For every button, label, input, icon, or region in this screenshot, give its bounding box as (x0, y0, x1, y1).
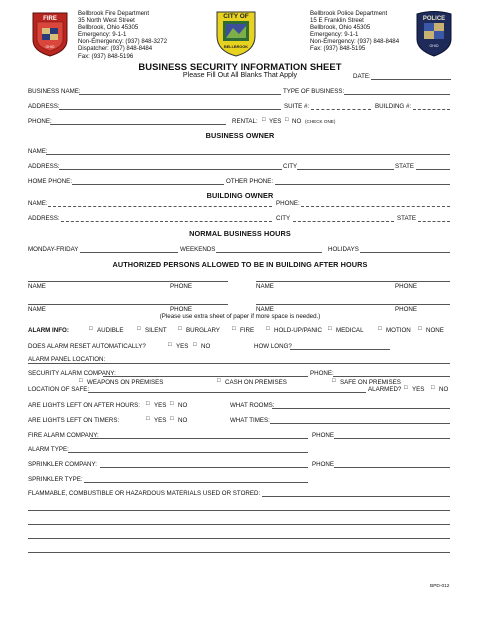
fire-alarm-phone-field[interactable] (334, 438, 450, 439)
alarm-reset-no-checkbox[interactable]: □ (193, 342, 197, 348)
business-owner-heading: BUSINESS OWNER (205, 131, 275, 140)
what-rooms-label: WHAT ROOMS: (230, 402, 275, 409)
fire-line: Fax: (937) 848-5196 (78, 52, 134, 60)
alarm-none-label: NONE (426, 327, 444, 334)
flammable-continuation-line[interactable] (28, 524, 450, 525)
police-badge-sub: OHIO (429, 44, 439, 48)
alarm-motion-label: MOTION (386, 327, 411, 334)
security-phone-field[interactable] (333, 376, 450, 377)
security-company-label: SECURITY ALARM COMPANY: (28, 370, 116, 377)
owner-city-field[interactable] (297, 169, 394, 170)
owner-other-phone-field[interactable] (275, 184, 450, 185)
address-label: ADDRESS: (28, 103, 60, 110)
how-long-field[interactable] (290, 349, 390, 350)
fire-line: Non-Emergency: (937) 848-3272 (78, 38, 168, 46)
city-seal-top: CITY OF (223, 13, 249, 20)
police-line: Emergency: 9-1-1 (310, 31, 359, 39)
police-badge-text: POLICE (422, 16, 446, 22)
form-subtitle: Please Fill Out All Blanks That Apply (182, 71, 298, 79)
normal-hours-heading: NORMAL BUSINESS HOURS (189, 229, 291, 238)
alarm-fire-checkbox[interactable]: □ (232, 326, 236, 332)
rental-no-checkbox[interactable]: □ (285, 117, 289, 123)
bldg-owner-name-field[interactable] (48, 206, 272, 207)
alarm-info-label: ALARM INFO: (28, 327, 69, 334)
weekends-label: WEEKENDS (180, 246, 216, 253)
alarm-reset-question: DOES ALARM RESET AUTOMATICALLY? (28, 343, 146, 350)
bldg-owner-phone-field[interactable] (301, 206, 450, 207)
bldg-owner-city-field[interactable] (293, 221, 394, 222)
form-code: BPD-012 (430, 584, 450, 589)
sprinkler-phone-field[interactable] (334, 467, 450, 468)
fire-alarm-company-field[interactable] (90, 438, 308, 439)
phone-label: PHONE: (28, 118, 52, 125)
alarm-type-field[interactable] (68, 452, 308, 453)
auth-name-label-3: NAME (28, 306, 46, 313)
authorized-persons-heading: AUTHORIZED PERSONS ALLOWED TO BE IN BUILDING AFTER HOURS (112, 260, 368, 269)
auth-name-label-4: NAME (256, 306, 274, 313)
owner-home-phone-label: HOME PHONE: (28, 178, 73, 185)
type-of-business-label: TYPE OF BUSINESS: (283, 88, 345, 95)
address-field[interactable] (59, 109, 281, 110)
type-of-business-field[interactable] (344, 94, 450, 95)
alarm-reset-no-label: NO (201, 343, 211, 350)
lights-after-hours-yes-checkbox[interactable]: □ (146, 401, 150, 407)
building-owner-heading: BUILDING OWNER (206, 191, 274, 200)
building-label: BUILDING #: (375, 103, 412, 110)
lights-after-hours-no-label: NO (178, 402, 188, 409)
police-line: Bellbrook, Ohio 45305 (310, 24, 371, 32)
city-seal-bottom: BELLBROOK (223, 45, 249, 49)
rental-yes-label: YES (269, 118, 282, 125)
flammable-continuation-line[interactable] (28, 552, 450, 553)
auth-person-2-field[interactable] (256, 281, 450, 282)
alarm-silent-checkbox[interactable]: □ (137, 326, 141, 332)
monday-friday-label: MONDAY-FRIDAY (28, 246, 79, 253)
building-field[interactable] (413, 109, 450, 110)
alarmed-no-label: NO (439, 386, 449, 393)
sprinkler-type-label: SPRINKLER TYPE: (28, 476, 83, 483)
alarm-medical-label: MEDICAL (336, 327, 364, 334)
fire-dept-info (78, 10, 167, 60)
suite-field[interactable] (311, 109, 371, 110)
date-field[interactable] (371, 79, 451, 80)
bldg-owner-phone-label: PHONE: (276, 200, 300, 207)
what-rooms-field[interactable] (272, 408, 450, 409)
check-one-note: (CHECK ONE) (305, 119, 336, 124)
lights-timers-label: ARE LIGHTS LEFT ON TIMERS: (28, 417, 120, 424)
lights-timers-yes-checkbox[interactable]: □ (146, 416, 150, 422)
owner-state-label: STATE (395, 163, 415, 170)
fire-line: Bellbrook Fire Department (78, 10, 150, 17)
fire-line: Bellbrook, Ohio 45305 (78, 24, 139, 32)
bldg-owner-name-label: NAME: (28, 200, 48, 207)
police-line: Bellbrook Police Department (310, 10, 388, 17)
owner-city-label: CITY (283, 163, 298, 170)
bldg-owner-city-label: CITY (276, 215, 291, 222)
auth-name-label-2: NAME (256, 283, 274, 290)
sprinkler-phone-label: PHONE (312, 461, 335, 468)
lights-timers-no-label: NO (178, 417, 188, 424)
sprinkler-company-field[interactable] (100, 467, 308, 468)
bldg-owner-address-field[interactable] (61, 221, 272, 222)
phone-field[interactable] (50, 124, 226, 125)
lights-timers-no-checkbox[interactable]: □ (170, 416, 174, 422)
what-times-field[interactable] (270, 423, 450, 424)
owner-address-field[interactable] (59, 169, 282, 170)
fire-line: Dispatcher: (937) 848-8484 (78, 45, 153, 53)
alarmed-yes-label: YES (412, 386, 425, 393)
flammable-materials-field[interactable] (262, 496, 450, 497)
bldg-owner-state-field[interactable] (418, 221, 450, 222)
city-seal-logo (213, 8, 259, 58)
fire-alarm-company-label: FIRE ALARM COMPANY: (28, 432, 99, 439)
fire-line: 35 North West Street (78, 17, 135, 25)
extra-sheet-note: (Please use extra sheet of paper if more space is needed.) (159, 313, 321, 320)
police-department-logo (414, 9, 454, 57)
owner-address-label: ADDRESS: (28, 163, 60, 170)
weapons-checkbox[interactable]: □ (79, 378, 83, 384)
alarm-silent-label: SILENT (145, 327, 167, 334)
location-of-safe-field[interactable] (88, 392, 366, 393)
alarm-audible-label: AUDIBLE (97, 327, 124, 334)
fire-department-logo (30, 10, 70, 57)
lights-after-hours-no-checkbox[interactable]: □ (170, 401, 174, 407)
weekends-field[interactable] (216, 252, 322, 253)
fire-badge-text: FIRE (43, 16, 57, 22)
owner-name-label: NAME: (28, 148, 48, 155)
business-name-label: BUSINESS NAME: (28, 88, 81, 95)
lights-timers-yes-label: YES (154, 417, 167, 424)
auth-name-label-1: NAME (28, 283, 46, 290)
cash-checkbox[interactable]: □ (217, 378, 221, 384)
rental-no-label: NO (292, 118, 302, 125)
auth-person-1-field[interactable] (28, 281, 228, 282)
suite-label: SUITE #: (284, 103, 310, 110)
alarm-burglary-label: BURGLARY (186, 327, 220, 334)
alarmed-yes-checkbox[interactable]: □ (404, 385, 408, 391)
flammable-continuation-line[interactable] (28, 510, 450, 511)
form-title: BUSINESS SECURITY INFORMATION SHEET (138, 61, 342, 72)
sprinkler-type-field[interactable] (84, 482, 308, 483)
alarm-reset-yes-checkbox[interactable]: □ (168, 342, 172, 348)
date-label: DATE: (353, 73, 371, 80)
alarm-holdup-checkbox[interactable]: □ (266, 326, 270, 332)
holidays-label: HOLIDAYS (328, 246, 359, 253)
alarm-medical-checkbox[interactable]: □ (328, 326, 332, 332)
owner-state-field[interactable] (416, 169, 450, 170)
security-company-field[interactable] (103, 376, 308, 377)
safe-label: SAFE ON PREMISES (340, 379, 401, 386)
fire-badge-sub: OHIO (45, 45, 55, 49)
rental-yes-checkbox[interactable]: □ (262, 117, 266, 123)
alarm-fire-label: FIRE (240, 327, 255, 334)
safe-checkbox[interactable]: □ (332, 378, 336, 384)
alarmed-label: ALARMED? (368, 386, 402, 393)
fire-alarm-phone-label: PHONE (312, 432, 335, 439)
alarmed-no-checkbox[interactable]: □ (431, 385, 435, 391)
lights-after-hours-yes-label: YES (154, 402, 167, 409)
police-line: Fax: (937) 848-5195 (310, 45, 366, 53)
flammable-continuation-line[interactable] (28, 538, 450, 539)
alarm-panel-location-label: ALARM PANEL LOCATION: (28, 356, 106, 363)
police-line: 15 E Franklin Street (310, 17, 364, 25)
alarm-motion-checkbox[interactable]: □ (378, 326, 382, 332)
bldg-owner-address-label: ADDRESS: (28, 215, 60, 222)
owner-home-phone-field[interactable] (72, 184, 224, 185)
alarm-type-label: ALARM TYPE: (28, 446, 69, 453)
auth-phone-label-1: PHONE (170, 283, 193, 290)
monday-friday-field[interactable] (80, 252, 178, 253)
owner-name-field[interactable] (46, 154, 450, 155)
auth-person-4-field[interactable] (256, 304, 450, 305)
owner-other-phone-label: OTHER PHONE: (226, 178, 274, 185)
fire-line: Emergency: 9-1-1 (78, 31, 127, 39)
how-long-label: HOW LONG? (254, 343, 292, 350)
rental-label: RENTAL: (232, 118, 258, 125)
auth-person-3-field[interactable] (28, 304, 228, 305)
sprinkler-company-label: SPRINKLER COMPANY: (28, 461, 97, 468)
location-of-safe-label: LOCATION OF SAFE: (28, 386, 90, 393)
alarm-audible-checkbox[interactable]: □ (89, 326, 93, 332)
holidays-field[interactable] (360, 252, 450, 253)
police-line: Non-Emergency: (937) 848-8484 (310, 38, 400, 46)
alarm-panel-location-field[interactable] (28, 363, 450, 364)
cash-label: CASH ON PREMISES (225, 379, 287, 386)
weapons-label: WEAPONS ON PREMISES (87, 379, 164, 386)
alarm-reset-yes-label: YES (176, 343, 189, 350)
auth-phone-label-2: PHONE (395, 283, 418, 290)
what-times-label: WHAT TIMES: (230, 417, 270, 424)
flammable-materials-label: FLAMMABLE, COMBUSTIBLE OR HAZARDOUS MATERIALS USED OR STORED: (28, 490, 261, 497)
alarm-holdup-label: HOLD-UP/PANIC (274, 327, 323, 334)
business-name-field[interactable] (79, 94, 281, 95)
alarm-none-checkbox[interactable]: □ (418, 326, 422, 332)
auth-phone-label-3: PHONE (170, 306, 193, 313)
bldg-owner-state-label: STATE (397, 215, 417, 222)
alarm-burglary-checkbox[interactable]: □ (178, 326, 182, 332)
lights-after-hours-label: ARE LIGHTS LEFT ON AFTER HOURS: (28, 402, 140, 409)
auth-phone-label-4: PHONE (395, 306, 418, 313)
security-phone-label: PHONE: (310, 370, 334, 377)
police-dept-info (310, 10, 399, 53)
